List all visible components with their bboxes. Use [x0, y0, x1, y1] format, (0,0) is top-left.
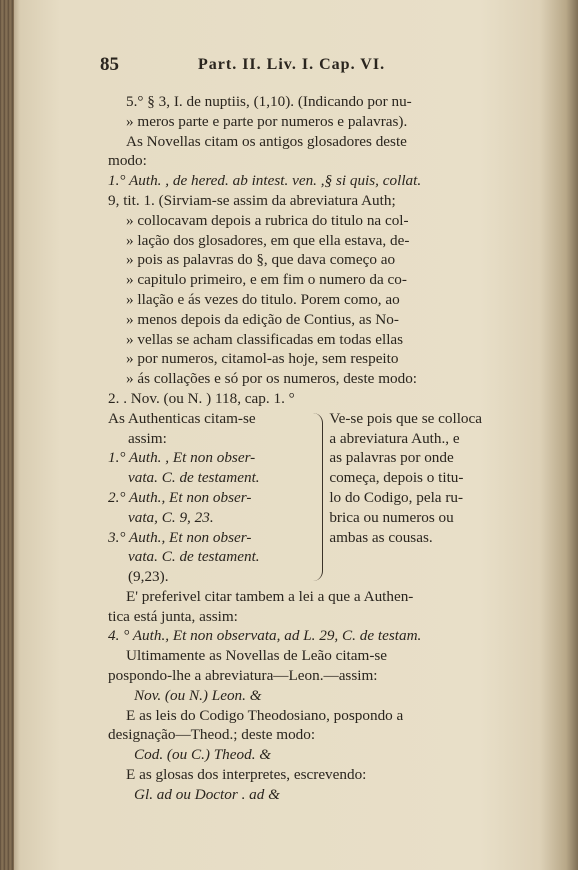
text-line: » vellas se acham classificadas em todas ellas — [126, 330, 404, 348]
text-line: » meros parte e parte por numeros e palavras). — [126, 112, 408, 130]
text-line: 2. . Nov. (ou N. ) 118, cap. 1. ° — [108, 389, 295, 407]
text-line: » ás collações e só por os numeros, deste modo: — [126, 370, 418, 388]
text-line: (9,23). — [128, 568, 169, 586]
text-line: » collocavam depois a rubrica do titulo na col- — [126, 211, 409, 229]
text-line: designação—Theod.; deste modo: — [108, 726, 316, 744]
text-line: » lação dos glosadores, em que ella estava, de- — [126, 231, 410, 249]
text-line: começa, depois o titu- — [329, 469, 464, 487]
text-line: » menos depois da edição de Contius, as No- — [126, 310, 399, 328]
right-column — [325, 409, 500, 587]
text-line: Nov. (ou N.) Leon. & — [134, 686, 262, 704]
text-line: pospondo-lhe a abreviatura—Leon.—assim: — [108, 666, 378, 684]
text-line: 1.° Auth. , Et non obser- — [108, 449, 256, 467]
page-header — [100, 54, 518, 78]
page-number: 85 — [100, 54, 119, 75]
text-line: E' preferivel citar tambem a lei a que a Authen- — [126, 587, 414, 605]
text-line: E as leis do Codigo Theodosiano, pospondo a — [126, 706, 404, 724]
text-line: » llação e ás vezes do titulo. Porem como, ao — [126, 290, 400, 308]
text-line: » por numeros, citamol-as hoje, sem respeito — [126, 350, 399, 368]
text-line: ambas as cousas. — [329, 528, 433, 546]
text-line: a abreviatura Auth., e — [329, 429, 460, 447]
text-line: 9, tit. 1. (Sirviam-se assim da abreviatura Auth; — [108, 191, 396, 209]
text-line: vata. C. de testament. — [128, 469, 260, 487]
text-line: as palavras por onde — [329, 449, 454, 467]
text-line: vata. C. de testament. — [128, 548, 260, 566]
brace-divider — [312, 413, 323, 581]
text-line: 4. ° Auth., Et non observata, ad L. 29, C. de testam. — [108, 627, 422, 645]
text-line: As Authenticas citam-se — [108, 409, 256, 427]
text-line: modo: — [108, 152, 147, 170]
text-line: Ultimamente as Novellas de Leão citam-se — [126, 647, 388, 665]
text-line: » pois as palavras do §, que dava começo ao — [126, 251, 396, 269]
two-column-block — [108, 409, 500, 587]
text-line: Gl. ad ou Doctor . ad & — [134, 785, 280, 803]
text-line: Cod. (ou C.) Theod. & — [134, 746, 272, 764]
text-line: Ve-se pois que se colloca — [329, 409, 482, 427]
running-head: Part. II. Liv. I. Cap. VI. — [198, 56, 386, 73]
text-line: 5.° § 3, I. de nuptiis, (1,10). (Indicando por nu- — [126, 93, 412, 110]
text-line: 2.° Auth., Et non obser- — [108, 488, 252, 506]
book-spine — [0, 0, 14, 870]
text-line: E as glosas dos interpretes, escrevendo: — [126, 765, 367, 783]
left-column — [108, 409, 312, 587]
text-line: 3.° Auth., Et non obser- — [108, 528, 252, 546]
text-line: » capitulo primeiro, e em fim o numero da co- — [126, 271, 407, 289]
page-body — [108, 92, 500, 805]
text-line: 1.° Auth. , de hered. ab intest. ven. ,§ si quis, collat. — [108, 172, 422, 190]
text-line: lo do Codigo, pela ru- — [329, 488, 464, 506]
text-line: brica ou numeros ou — [329, 508, 454, 526]
text-line: vata, C. 9, 23. — [128, 508, 214, 526]
text-line: tica está junta, assim: — [108, 607, 238, 625]
text-line: assim: — [128, 429, 167, 447]
text-line: As Novellas citam os antigos glosadores deste — [126, 132, 407, 150]
